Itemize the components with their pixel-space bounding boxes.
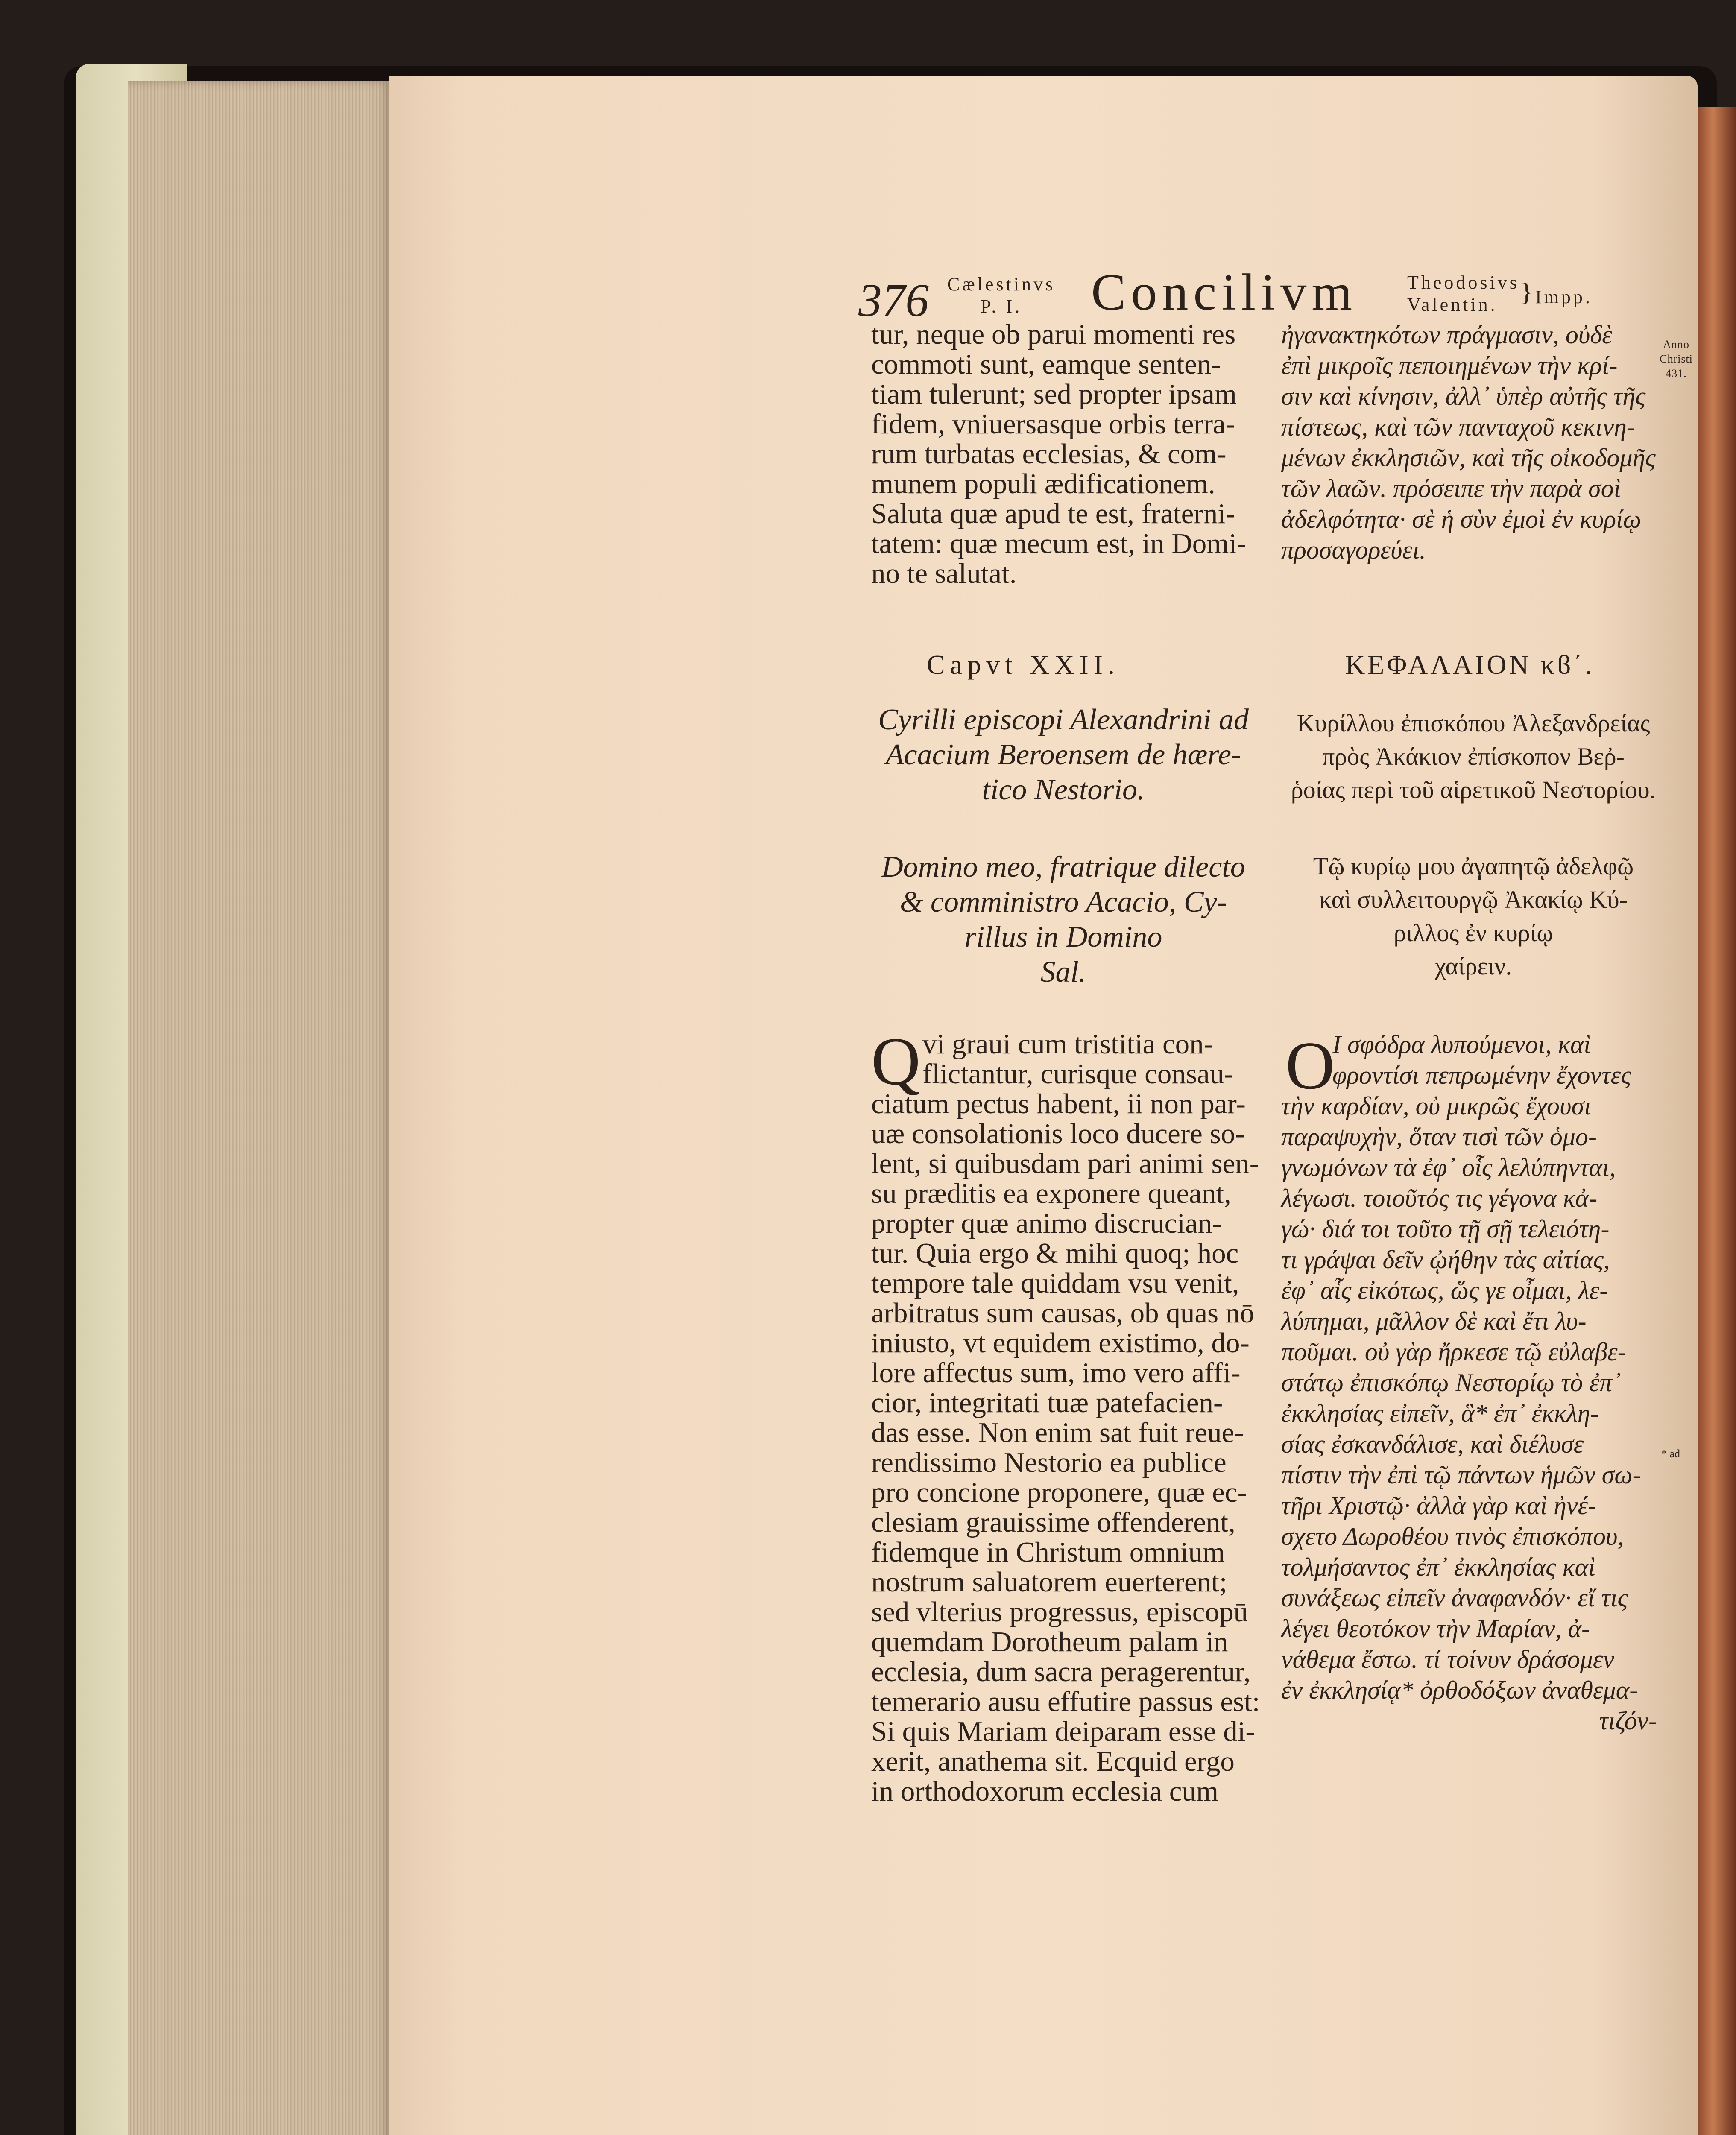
greek-column-body: [1281, 1029, 1657, 1736]
text-line: νάθεμα ἔστω. τί τοίνυν δράσομεν: [1281, 1645, 1615, 1673]
text-line: τολμήσαντος ἐπ᾽ ἐκκλησίας καὶ: [1281, 1553, 1595, 1581]
text-line: uæ consolationis loco ducere so-: [871, 1118, 1245, 1149]
text-line: ἐκκλησίας εἰπεῖν, ἃ* ἐπ᾽ ἐκκλη-: [1281, 1399, 1599, 1427]
text-line: τῶν λαῶν. πρόσειπε τὴν παρὰ σοὶ: [1281, 474, 1621, 503]
text-line: σίας ἐσκανδάλισε, καὶ διέλυσε: [1281, 1430, 1584, 1458]
text-line: λέγει θεοτόκον τὴν Μαρίαν, ἀ-: [1281, 1614, 1590, 1643]
page-edges: [128, 81, 393, 2135]
text-line: su præditis ea exponere queant,: [871, 1178, 1231, 1209]
text-line: πίστεως, καὶ τῶν πανταχοῦ κεκινη-: [1281, 413, 1635, 441]
text-line: tiam tulerunt; sed propter ipsam: [871, 378, 1237, 410]
text-line: γώ· διά τοι τοῦτο τῇ σῇ τελειότη-: [1281, 1215, 1610, 1243]
text-line: φροντίσι πεπρωμένην ἔχοντες: [1332, 1061, 1631, 1089]
text-line: ἐφ᾽ αἷς εἰκότως, ὥς γε οἶμαι, λε-: [1281, 1276, 1608, 1304]
page-number: 376: [858, 274, 929, 326]
text-line: τιζόν-: [1599, 1707, 1657, 1735]
latin-column-top: [871, 319, 1247, 588]
text-line: Si quis Mariam deiparam esse di-: [871, 1716, 1255, 1747]
text-line: temerario ausu effutire passus est:: [871, 1686, 1260, 1717]
text-line: fidem, vniuersasque orbis terra-: [871, 408, 1235, 440]
text-line: das esse. Non enim sat fuit reue-: [871, 1417, 1244, 1448]
text-line: pro concione proponere, quæ ec-: [871, 1477, 1247, 1508]
text-line: Saluta quæ apud te est, fraterni-: [871, 498, 1235, 529]
text-line: commoti sunt, eamque senten-: [871, 348, 1221, 380]
text-line: tur. Quia ergo & mihi quoq; hoc: [871, 1237, 1239, 1269]
facing-page-edge: [1698, 107, 1736, 2135]
text-line: προσαγορεύει.: [1281, 536, 1426, 564]
text-line: rendissimo Nestorio ea publice: [871, 1447, 1227, 1478]
header-brace: }: [1520, 278, 1533, 306]
text-line: clesiam grauissime offenderent,: [871, 1506, 1235, 1538]
text-line: no te salutat.: [871, 558, 1017, 589]
text-line: τὴν καρδίαν, οὐ μικρῶς ἔχουσι: [1281, 1092, 1591, 1120]
text-line: vi graui cum tristitia con-: [922, 1028, 1213, 1060]
text-line: τι γράψαι δεῖν ᾠήθην τὰς αἰτίας,: [1281, 1246, 1610, 1274]
text-line: tempore tale quiddam vsu venit,: [871, 1267, 1239, 1299]
text-line: ἐν ἐκκλησίᾳ* ὀρθοδόξων ἀναθεμα-: [1281, 1676, 1638, 1704]
text-line: στάτῳ ἐπισκόπῳ Νεστορίῳ τὸ ἐπ᾽: [1281, 1369, 1621, 1397]
text-line: iniusto, vt equidem existimo, do-: [871, 1327, 1250, 1359]
text-line: lore affectus sum, imo vero affi-: [871, 1357, 1241, 1389]
header-impp: Impp.: [1535, 287, 1593, 307]
text-line: lent, si quibusdam pari animi sen-: [871, 1148, 1259, 1179]
chapter-heading-latin: Capvt XXII.: [927, 649, 1120, 680]
text-line: μένων ἐκκλησιῶν, καὶ τῆς οἰκοδομῆς: [1281, 444, 1656, 472]
text-line: sed vlterius progressus, episcopū: [871, 1596, 1248, 1628]
salutation-latin: Domino meo, fratrique dilecto & comministro Acacio, Cy- rillus in Domino Sal.: [881, 851, 1245, 989]
text-line: συνάξεως εἰπεῖν ἀναφανδόν· εἴ τις: [1281, 1584, 1628, 1612]
drop-cap-greek: Ο: [1285, 1027, 1335, 1103]
header-title: Concilivm: [1091, 263, 1358, 321]
text-line: ἐπὶ μικροῖς πεποιημένων τὴν κρί-: [1281, 351, 1618, 380]
text-line: quemdam Dorotheum palam in: [871, 1626, 1228, 1658]
latin-column-body: [871, 1023, 1260, 1807]
salutation-greek: Τῷ κυρίῳ μου ἀγαπητῷ ἀδελφῷ καὶ συλλειτουργῷ Ἀκακίῳ Κύ- ριλλος ἐν κυρίῳ χαίρειν.: [1313, 852, 1634, 980]
text-line: in orthodoxorum ecclesia cum: [871, 1775, 1219, 1807]
text-line: tatem: quæ mecum est, in Domi-: [871, 528, 1247, 559]
text-line: propter quæ animo discrucian-: [871, 1208, 1222, 1239]
text-line: ἀδελφότητα· σὲ ἡ σὺν ἐμοὶ ἐν κυρίῳ: [1281, 505, 1642, 533]
text-line: τῆρι Χριστῷ· ἀλλὰ γὰρ καὶ ἠνέ-: [1281, 1492, 1597, 1520]
header-pope-caption: Cælestinvs P. I.: [947, 274, 1056, 317]
text-line: γνωμόνων τὰ ἐφ᾽ οἷς λελύπηνται,: [1281, 1153, 1616, 1182]
text-line: λέγωσι. τοιοῦτός τις γέγονα κἀ-: [1281, 1184, 1598, 1212]
drop-cap-latin: Q: [871, 1023, 921, 1099]
text-line: λύπημαι, μᾶλλον δὲ καὶ ἔτι λυ-: [1281, 1307, 1587, 1335]
text-line: tur, neque ob parui momenti res: [871, 319, 1236, 350]
header-emperor-caption: Theodosivs Valentin.: [1407, 272, 1519, 315]
text-line: ciatum pectus habent, ii non par-: [871, 1088, 1246, 1120]
chapter-title-latin: Cyrilli episcopi Alexandrini ad Acacium Beroensem de hære- tico Nestorio.: [878, 703, 1249, 806]
text-line: ἠγανακτηκότων πράγμασιν, οὐδὲ: [1281, 321, 1612, 349]
text-line: arbitratus sum causas, ob quas nō: [871, 1297, 1254, 1329]
margin-star-note-ad: * ad: [1661, 1448, 1680, 1460]
text-line: xerit, anathema sit. Ecquid ergo: [871, 1746, 1235, 1777]
text-line: πίστιν τὴν ἐπὶ τῷ πάντων ἡμῶν σω-: [1281, 1461, 1641, 1489]
text-line: flictantur, curisque consau-: [922, 1058, 1234, 1090]
text-line: ποῦμαι. οὐ γὰρ ἤρκεσε τῷ εὐλαβε-: [1281, 1338, 1626, 1366]
chapter-title-greek: Κυρίλλου ἐπισκόπου Ἀλεξανδρείας πρὸς Ἀκάκιον ἐπίσκοπον Βεῤ- ῥοίας περὶ τοῦ αἱρετικοῦ Νεστορίου.: [1291, 709, 1656, 804]
text-line: παραψυχὴν, ὅταν τισὶ τῶν ὁμο-: [1281, 1123, 1597, 1151]
text-line: fidemque in Christum omnium: [871, 1536, 1225, 1568]
text-line: Ι σφόδρα λυπούμενοι, καὶ: [1332, 1030, 1591, 1059]
margin-year-note: Anno Christi 431.: [1660, 338, 1693, 380]
text-line: ecclesia, dum sacra peragerentur,: [871, 1656, 1251, 1688]
text-line: σιν καὶ κίνησιν, ἀλλ᾽ ὑπὲρ αὐτῆς τῆς: [1281, 382, 1646, 410]
chapter-heading-greek: ΚΕΦΑΛΑΙΟΝ κϐ΄.: [1345, 649, 1595, 680]
greek-column-top: [1281, 319, 1657, 565]
text-line: cior, integritati tuæ patefacien-: [871, 1387, 1223, 1418]
text-line: rum turbatas ecclesias, & com-: [871, 438, 1227, 470]
text-line: nostrum saluatorem euerterent;: [871, 1566, 1227, 1598]
text-line: σχετο Δωροθέου τινὸς ἐπισκόπου,: [1281, 1522, 1624, 1550]
text-line: munem populi ædificationem.: [871, 468, 1215, 500]
